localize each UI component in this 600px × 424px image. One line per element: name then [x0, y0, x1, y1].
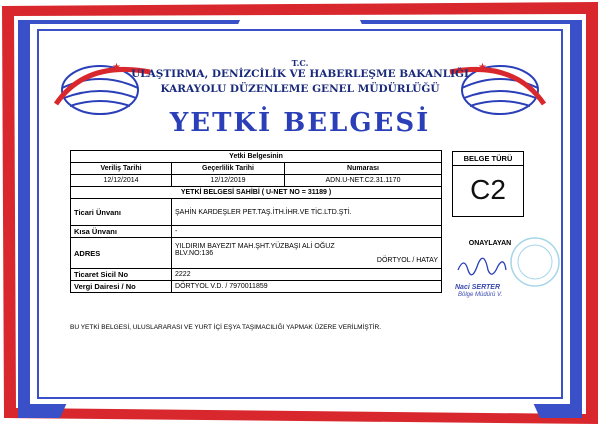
valid-date: 12/12/2019: [172, 175, 285, 187]
footer-note: BU YETKİ BELGESİ, ULUSLARARASI VE YURT İÇİ EŞYA TAŞIMACILIĞI YAPMAK ÜZERE VERİLMİŞTİR.: [70, 324, 382, 331]
tax-label: Vergi Dairesi / No: [71, 281, 172, 293]
address-value: [172, 238, 442, 269]
svg-text:★: ★: [112, 62, 121, 73]
signer-title: Bölge Müdürü V.: [458, 292, 503, 298]
short-name-value: -: [172, 226, 442, 238]
col-issue-date: Veriliş Tarihi: [71, 163, 172, 175]
col-number: Numarası: [285, 163, 442, 175]
address-line2: BLV.NO:136: [175, 249, 214, 257]
directorate-name: KARAYOLU DÜZENLEME GENEL MÜDÜRLÜĞÜ: [160, 83, 440, 95]
svg-text:★: ★: [478, 62, 487, 73]
signer-name: Naci SERTER: [455, 284, 500, 291]
ministry-name: ULAŞTIRMA, DENİZCİLİK VE HABERLEŞME BAKANLIĞI: [131, 68, 469, 80]
registry-label: Ticaret Sicil No: [71, 269, 172, 281]
approval-label: ONAYLAYAN: [468, 240, 512, 247]
address-label: ADRES: [71, 238, 172, 269]
document-title: YETKİ BELGESİ: [169, 108, 431, 138]
owner-header: YETKİ BELGESİ SAHİBİ ( U-NET NO = 31189 ): [71, 187, 442, 199]
belge-turu-value: C2: [470, 174, 506, 205]
belge-turu-label: BELGE TÜRÜ: [453, 152, 523, 166]
tax-value: DÖRTYOL V.D. / 7970011859: [172, 281, 442, 293]
certificate-number: ADN.U-NET.C2.31.1170: [285, 175, 442, 187]
belge-turu-box: [452, 151, 524, 217]
short-name-label: Kısa Ünvanı: [71, 226, 172, 238]
tc-label: T.C.: [291, 58, 309, 68]
certificate-table: [70, 150, 442, 293]
trade-name-label: Ticari Ünvanı: [71, 199, 172, 226]
address-city: DÖRTYOL / HATAY: [376, 256, 438, 264]
address-line1: YILDIRIM BAYEZIT MAH.ŞHT.YÜZBAŞI ALİ OĞUZ: [175, 242, 335, 250]
trade-name-value: ŞAHİN KARDEŞLER PET.TAŞ.İTH.İHR.VE TİC.LTD.ŞTİ.: [172, 199, 442, 226]
col-valid-date: Geçerlilik Tarihi: [172, 163, 285, 175]
issue-date: 12/12/2014: [71, 175, 172, 187]
registry-value: 2222: [172, 269, 442, 281]
table-header: Yetki Belgesinin: [71, 151, 442, 163]
